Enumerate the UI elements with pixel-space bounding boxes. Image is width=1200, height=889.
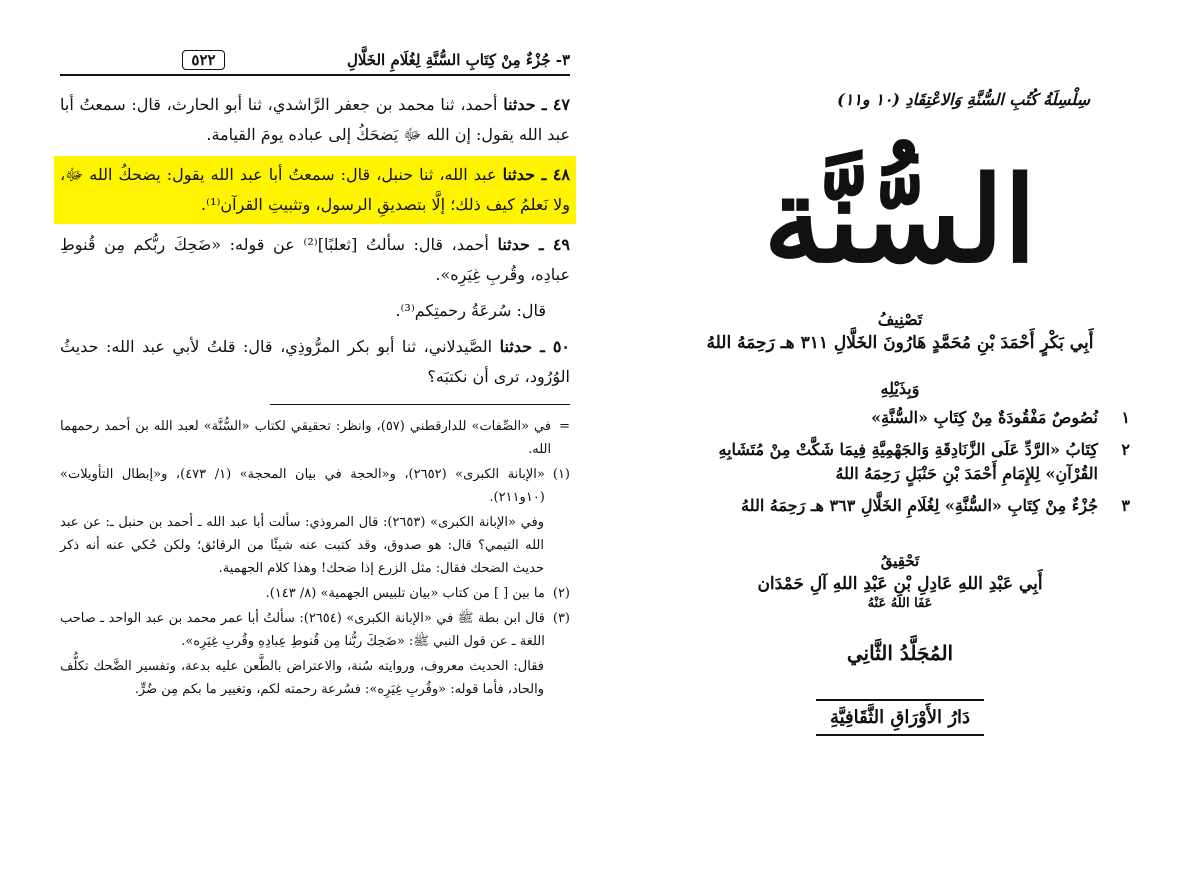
main-text [60,90,570,392]
right-page [600,0,1200,889]
footnote-text: في «الصِّفات» للدارقطني (٥٧)، وانظر: تحقيقي لكتاب «السُّنَّة» لعبد الله بن أحمد رحمهما الله. [60,419,552,457]
paragraph-48-highlighted [54,156,576,224]
paragraph-text: أحمد، قال: سألتُ [ثعلبًا]⁽²⁾ عن قوله: «ضَحِكَ ربُّكم مِن قُنوطِ عبادِه، وقُربِ غِيَرِه». [60,235,570,284]
editor-label: تَحْقِيقُ [880,552,920,570]
footnotes [60,415,570,701]
paragraph-50 [60,332,570,392]
editor-name: أَبِي عَبْدِ اللهِ عَادِلِ بْنِ عَبْدِ اللهِ آلِ حَمْدَان [757,574,1043,594]
footnote-3 [60,607,570,653]
footnote-mark: (٣) [552,611,570,626]
appendix-text: نُصُوصٌ مَفْقُودَةٌ مِنْ كِتَابِ «السُّنَّةِ» [871,408,1098,427]
paragraph-47 [60,90,570,150]
book-title: السُّنَّة [763,150,1037,289]
page-number: ٥٢٢ [182,50,224,70]
paragraph-49-answer [60,296,570,326]
appendix-number: ٢ [1121,440,1130,459]
footnote-text: ما بين [ ] من كتاب «بيان تلبيس الجهمية» (٨/ ١٤٣). [265,586,545,601]
footnote-1-continuation: وفي «الإبانة الكبرى» (٢٦٥٣): قال المروذي: سألت أبا عبد الله ـ أحمد بن حنبل ـ: عن عبد الله التيمي؟ قال: هو صدوق، وقد كتبت عنه شيئًا من الرقائق؛ ولكن حُكي عنه أنه ذكر حديث الضحك فقال: مثل الزرع إذا ضحك! وهذا كلام الجهمية. [60,515,544,576]
appendix-list [700,406,1130,518]
footnote-1 [60,463,570,509]
footnote-2 [60,582,570,605]
paragraph-49 [60,230,570,290]
appendix-label: وَبِذَيْلِهِ [880,379,920,398]
paragraph-lead: ٤٧ ـ حدثنا [503,95,570,114]
paragraph-text: قال: سُرعَةُ رحمتِكم⁽³⁾. [395,301,546,320]
editor-supplication: عَفَا اللهُ عَنْهُ [867,596,933,611]
author-name: أَبِي بَكْرٍ أَحْمَدَ بْنِ مُحَمَّدٍ هَارُونَ الخَلَّالِ ٣١١ هـ رَحِمَهُ اللهُ [706,333,1094,353]
appendix-text: كِتَابُ «الرَّدِّ عَلَى الزَّنَادِقَةِ وَالجَهْمِيَّةِ فِيمَا شَكَّتْ مِنْ مُتَشَابِهِ القُرْآنِ» لِلإِمَامِ أَحْمَدَ بْنِ حَنْبَلٍ رَحِمَهُ اللهُ [718,440,1098,483]
footnote-text: «الإبانة الكبرى» (٢٦٥٢)، و«الحجة في بيان المحجة» (١/ ٤٧٣)، و«إبطال التأويلات» (١٠و٢١١). [60,467,545,505]
appendix-item [700,406,1130,430]
paragraph-lead: ٥٠ ـ حدثنا [499,337,570,356]
footnote-text: قال ابن بطة ﷺ في «الإبانة الكبرى» (٢٦٥٤): سألتُ أبا عمر محمد بن عبد الواحد ـ صاحب اللغة ـ عن قول النبي ﷺ: «ضَحِكَ ربُّنا مِن قُنوطِ عِبادِهِ وقُربِ غِيَرِه». [60,611,545,649]
appendix-number: ٣ [1121,496,1130,515]
footnote-mark: = [559,419,570,434]
appendix-text: جُزْءٌ مِنْ كِتَابِ «السُّنَّةِ» لِغُلَامِ الخَلَّالِ ٣٦٣ هـ رَحِمَهُ اللهُ [741,496,1098,515]
footnote-mark: (١) [552,467,570,482]
publisher-logo: دَارُ الأَوْرَاقِ الثَّقَافِيَّةِ [816,699,984,736]
paragraph-text: أحمد، ثنا محمد بن جعفر الرَّاشدي، ثنا أبو الحارث، قال: سمعتُ أبا عبد الله يقول: إن الله ﷻ يَضحَكُ إلى عباده يومَ القيامة. [60,95,570,144]
footnote-separator [270,404,570,405]
paragraph-text: عبد الله، ثنا حنبل، قال: سمعتُ أبا عبد الله يقول: يضحكُ الله ﷻ، ولا نَعلمُ كيف ذلك؛ إلَّا بتصديقِ الرسول، وتثبيتِ القرآن⁽¹⁾. [60,165,570,214]
appendix-item [700,494,1130,518]
book-title-calligraphy [735,121,1065,296]
appendix-item [700,438,1130,486]
volume-label: المُجَلَّدُ الثَّانِي [846,641,954,665]
appendix-number: ١ [1121,408,1130,427]
paragraph-lead: ٤٨ ـ حدثنا [502,165,570,184]
paragraph-lead: ٤٩ ـ حدثنا [497,235,571,254]
footnote-3-continuation: فقال: الحديث معروف، وروايته سُنة، والاعتراض بالطَّعن عليه بدعة، وتفسير الضَّحك تكلُّف والحاد، فأما قوله: «وقُربِ غِيَرِه»: فسُرعة رحمته لكم، وتغيير ما بكم مِن ضُرٍّ. [60,659,544,697]
footnote-continued [60,415,570,461]
series-title: سِلْسِلَةُ كُتُبِ السُّنَّةِ وَالاعْتِقَادِ (١٠ و١١) [837,90,1090,109]
running-head-title: ٣- جُزْءٌ مِنْ كِتَابِ السُّنَّةِ لِغُلَامِ الخَلَّالِ [346,51,570,69]
footnote-mark: (٢) [552,586,570,601]
paragraph-text: الصَّيدلاني، ثنا أبو بكر المرُّوذِي، قال: قلتُ لأبي عبد الله: حديثُ الوُرُود، ترى أن نكتبَه؟ [60,337,570,386]
running-head [60,50,570,76]
authored-label: تَصْنِيفُ [877,310,923,329]
